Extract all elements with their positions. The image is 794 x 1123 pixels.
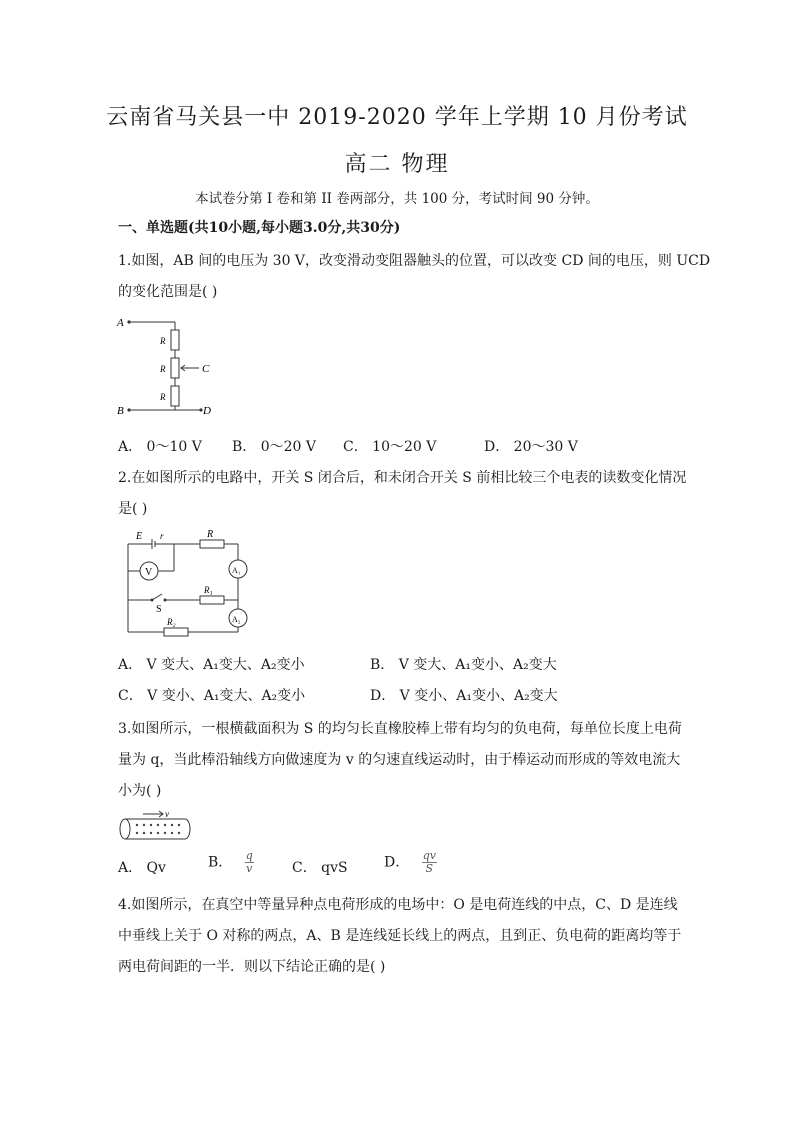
- q3-option-d-fraction: [422, 850, 437, 875]
- q1-option-d[interactable]: D． 20～30 V: [484, 439, 578, 455]
- exam-title: 云南省马关县一中 2019-2020 学年上学期 10 月份考试: [106, 105, 688, 130]
- question-1-text-line-1: 1.如图，AB 间的电压为 30 V，改变滑动变阻器触头的位置，可以改变 CD 间的电压，则 UCD: [118, 253, 711, 269]
- resistor-label-top: R: [160, 336, 166, 346]
- question-3-text-line-2: 量为 q，当此棒沿轴线方向做速度为 v 的匀速直线运动时，由于棒运动而形成的等效电流大: [118, 752, 681, 768]
- ammeter-a1-label: A₁: [232, 566, 241, 575]
- label-b: B: [117, 405, 124, 417]
- label-r: R: [207, 529, 214, 540]
- fraction-denominator: S: [425, 862, 434, 875]
- question-3-rod-figure: [115, 806, 195, 844]
- ammeter-a2-label: A₂: [232, 615, 241, 624]
- label-e: E: [136, 531, 143, 542]
- question-3-text-line-3: 小为( ): [118, 783, 162, 799]
- fraction-denominator: v: [246, 862, 253, 875]
- label-r2: R₂: [167, 617, 176, 627]
- question-2-text-line-1: 2.在如图所示的电路中，开关 S 闭合后，和未闭合开关 S 前相比较三个电表的读数变化情况: [118, 470, 687, 486]
- question-3-text-line-1: 3.如图所示，一根横截面积为 S 的均匀长直橡胶棒上带有均匀的负电荷，每单位长度上电荷: [118, 721, 682, 737]
- question-1-text-line-2: 的变化范围是( ): [118, 284, 218, 300]
- label-r1: R₁: [204, 585, 213, 595]
- question-4-text-line-3: 两电荷间距的一半．则以下结论正确的是( ): [118, 959, 386, 975]
- q2-option-c[interactable]: C． V 变小、A₁变大、A₂变小: [118, 688, 306, 704]
- label-v: v: [165, 809, 169, 819]
- q3-option-b-label: B．: [208, 854, 233, 871]
- fraction-numerator: q: [245, 849, 253, 862]
- resistor-label-middle: R: [160, 364, 166, 374]
- label-a: A: [117, 317, 124, 329]
- q1-option-a[interactable]: A． 0～10 V: [118, 439, 202, 455]
- label-r-internal: r: [160, 531, 164, 541]
- q3-option-b[interactable]: [208, 850, 254, 875]
- question-4-text-line-1: 4.如图所示，在真空中等量异种点电荷形成的电场中：O 是电荷连线的中点，C、D 是连线: [118, 897, 678, 913]
- switch-pivot-dot: [151, 599, 154, 602]
- rod-charges: [136, 824, 180, 834]
- question-4-text-line-2: 中垂线上关于 O 对称的两点，A、B 是连线延长线上的两点，且到正、负电荷的距离均等于: [118, 928, 682, 944]
- q1-option-b[interactable]: B． 0～20 V: [232, 439, 317, 455]
- q3-option-b-fraction: [245, 850, 254, 875]
- section-heading: 一、单选题(共10小题,每小题3.0分,共30分): [118, 220, 401, 236]
- terminal-b-dot: [127, 408, 130, 411]
- label-d: D: [203, 405, 211, 417]
- q3-option-d[interactable]: [384, 850, 437, 875]
- q2-option-b[interactable]: B． V 变大、A₁变小、A₂变大: [370, 657, 557, 673]
- resistor-label-bottom: R: [160, 392, 166, 402]
- q2-option-a[interactable]: A． V 变大、A₁变大、A₂变小: [118, 657, 305, 673]
- label-s: S: [156, 604, 162, 615]
- exam-intro: 本试卷分第 I 卷和第 II 卷两部分，共 100 分，考试时间 90 分钟。: [195, 191, 599, 207]
- label-c: C: [202, 363, 210, 375]
- q2-option-d[interactable]: D． V 变小、A₁变小、A₂变大: [370, 688, 558, 704]
- voltmeter-label: V: [145, 567, 153, 578]
- q3-option-d-label: D．: [384, 854, 410, 871]
- question-1-circuit-figure: [115, 312, 225, 422]
- q3-option-c[interactable]: C． qvS: [292, 860, 348, 876]
- question-2-text-line-2: 是( ): [118, 501, 148, 517]
- exam-subtitle: 高二 物理: [344, 152, 450, 177]
- question-2-circuit-figure: [122, 528, 257, 638]
- switch-contact-dot: [164, 599, 167, 602]
- terminal-a-dot: [127, 320, 130, 323]
- q3-option-a[interactable]: A． Qv: [118, 860, 166, 876]
- q1-option-c[interactable]: C． 10～20 V: [343, 439, 437, 455]
- fraction-numerator: qv: [422, 849, 436, 862]
